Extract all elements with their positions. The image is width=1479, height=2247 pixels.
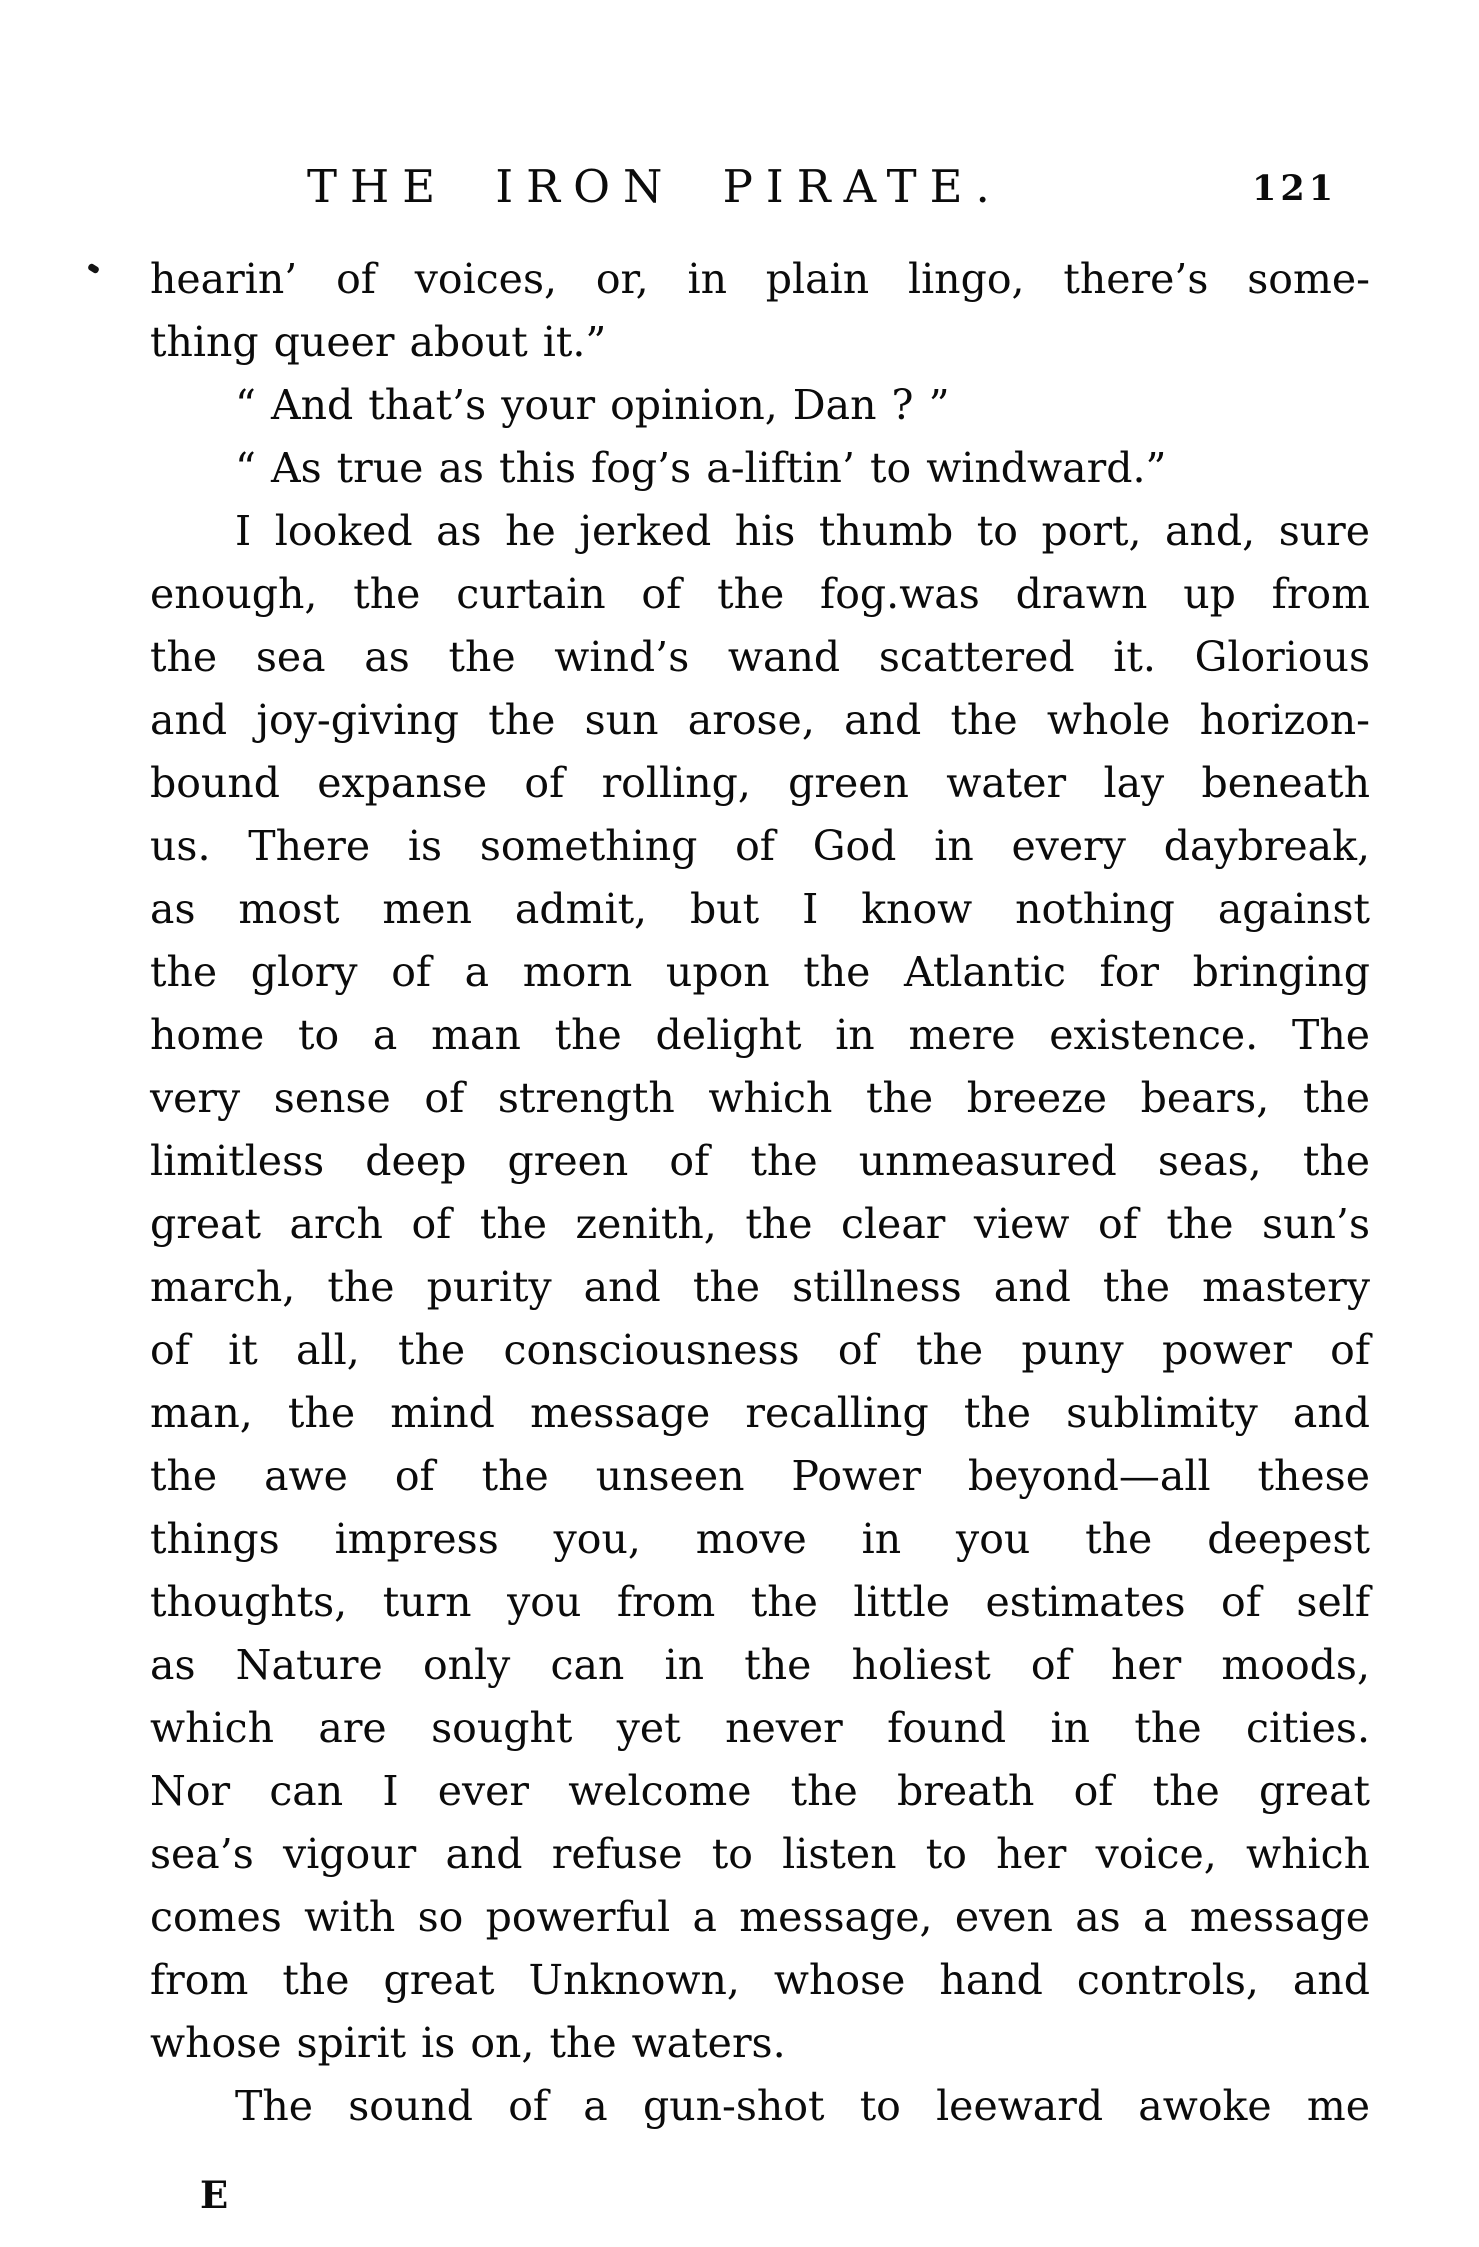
running-header [0,160,1479,216]
text-line: the glory of a morn upon the Atlantic for bringing [150,948,1370,996]
text-line: “ As true as this fog’s a-liftin’ to windward.” [235,444,1167,492]
text-line: very sense of strength which the breeze bears, the [150,1074,1370,1122]
text-line: and joy-giving the sun arose, and the whole horizon- [150,696,1370,744]
text-line: bound expanse of rolling, green water lay beneath [150,759,1370,807]
text-line: of it all, the consciousness of the puny power of [150,1326,1370,1374]
text-line: man, the mind message recalling the sublimity and [150,1389,1370,1437]
text-line: limitless deep green of the unmeasured seas, the [150,1137,1370,1185]
text-line: the sea as the wind’s wand scattered it. Glorious [150,633,1370,681]
text-line: as Nature only can in the holiest of her moods, [150,1641,1370,1689]
page-number: 121 [1252,168,1338,209]
text-line: thoughts, turn you from the little estimates of self [150,1578,1370,1626]
page-title: THE IRON PIRATE. [307,160,1003,213]
text-line: march, the purity and the stillness and the mastery [150,1263,1370,1311]
text-line: as most men admit, but I know nothing against [150,885,1370,933]
text-line: us. There is something of God in every daybreak, [150,822,1370,870]
text-line: “ And that’s your opinion, Dan ? ” [235,381,950,429]
text-line: I looked as he jerked his thumb to port, and, sure [235,507,1370,555]
text-line: comes with so powerful a message, even as a message [150,1893,1370,1941]
text-line: thing queer about it.” [150,318,607,366]
text-line: from the great Unknown, whose hand controls, and [150,1956,1370,2004]
body-text [150,248,1370,2138]
printers-signature-mark: E [200,2173,229,2217]
text-line: The sound of a gun-shot to leeward awoke me [235,2082,1370,2130]
text-line: sea’s vigour and refuse to listen to her voice, which [150,1830,1370,1878]
text-line: hearin’ of voices, or, in plain lingo, there’s some- [150,255,1370,303]
text-line: home to a man the delight in mere existence. The [150,1011,1370,1059]
text-line: Nor can I ever welcome the breath of the great [150,1767,1370,1815]
text-line: the awe of the unseen Power beyond—all these [150,1452,1370,1500]
text-line: whose spirit is on, the waters. [150,2019,786,2067]
text-line: which are sought yet never found in the cities. [150,1704,1370,1752]
text-line: enough, the curtain of the fog.was drawn up from [150,570,1370,618]
text-line: great arch of the zenith, the clear view of the sun’s [150,1200,1370,1248]
text-line: things impress you, move in you the deepest [150,1515,1370,1563]
ink-speck-artifact [87,263,100,275]
